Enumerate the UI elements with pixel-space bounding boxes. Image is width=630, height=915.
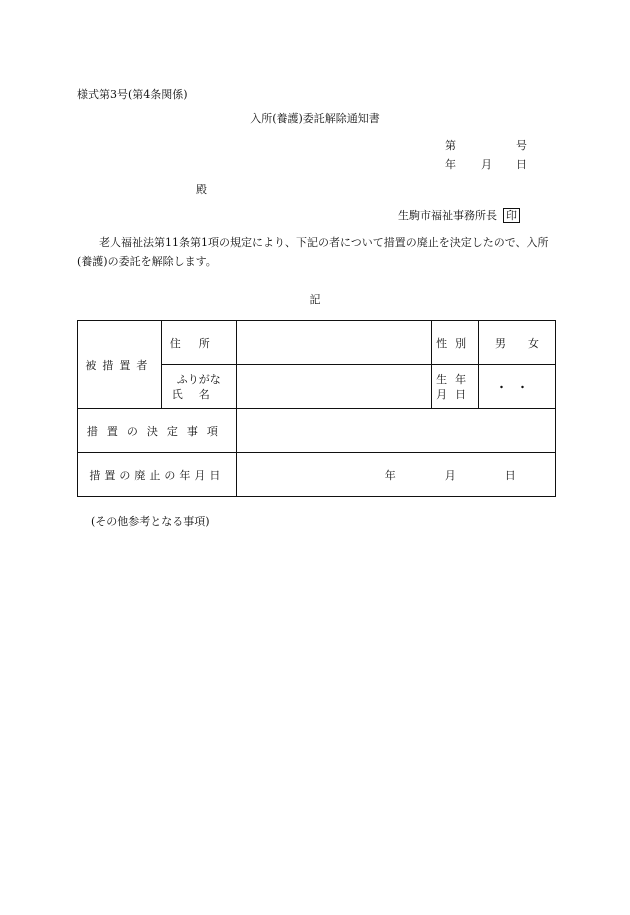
number-prefix: 第 bbox=[445, 139, 456, 152]
seal-mark: 印 bbox=[503, 208, 520, 223]
birth-label-2: 月日 bbox=[436, 387, 475, 401]
date-month: 月 bbox=[481, 158, 492, 171]
date-day: 日 bbox=[516, 158, 527, 171]
birth-label-cell bbox=[432, 365, 479, 409]
address-value[interactable] bbox=[236, 321, 431, 365]
birth-date-value[interactable]: ・・ bbox=[479, 365, 556, 409]
document-title: 入所(養護)委託解除通知書 bbox=[250, 112, 380, 125]
issue-date-line bbox=[445, 156, 527, 172]
addressee: 殿 bbox=[196, 183, 207, 196]
document-number-line bbox=[445, 137, 527, 153]
name-value[interactable] bbox=[236, 365, 431, 409]
abolition-year: 年 bbox=[384, 468, 396, 482]
sex-label: 性別 bbox=[432, 321, 479, 365]
issuer-line bbox=[398, 207, 520, 223]
form-number: 様式第3号(第4条関係) bbox=[77, 88, 188, 101]
address-label: 住所 bbox=[161, 321, 236, 365]
decision-label: 措置の決定事項 bbox=[78, 409, 237, 453]
abolition-day: 日 bbox=[504, 468, 516, 482]
name-label: 氏名 bbox=[171, 387, 226, 401]
date-year: 年 bbox=[445, 158, 456, 171]
decision-value[interactable] bbox=[236, 409, 555, 453]
body-text: 老人福祉法第11条第1項の規定により、下記の者について措置の廃止を決定したので、入所(養護)の委託を解除します。 bbox=[77, 236, 549, 268]
ki-heading: 記 bbox=[309, 293, 321, 306]
abolition-month: 月 bbox=[444, 468, 456, 482]
sex-options[interactable]: 男 女 bbox=[479, 321, 556, 365]
name-label-cell bbox=[161, 365, 236, 409]
abolition-label: 措置の廃止の年月日 bbox=[78, 453, 237, 497]
furigana-label: ふりがな bbox=[176, 372, 221, 386]
note: (その他参考となる事項) bbox=[91, 515, 210, 528]
abolition-date-value[interactable] bbox=[236, 453, 555, 497]
birth-label-1: 生年 bbox=[436, 372, 475, 386]
number-suffix: 号 bbox=[516, 139, 527, 152]
details-table bbox=[77, 320, 556, 497]
issuer-name: 生駒市福祉事務所長 bbox=[398, 209, 497, 222]
person-label: 被措置者 bbox=[78, 321, 162, 409]
